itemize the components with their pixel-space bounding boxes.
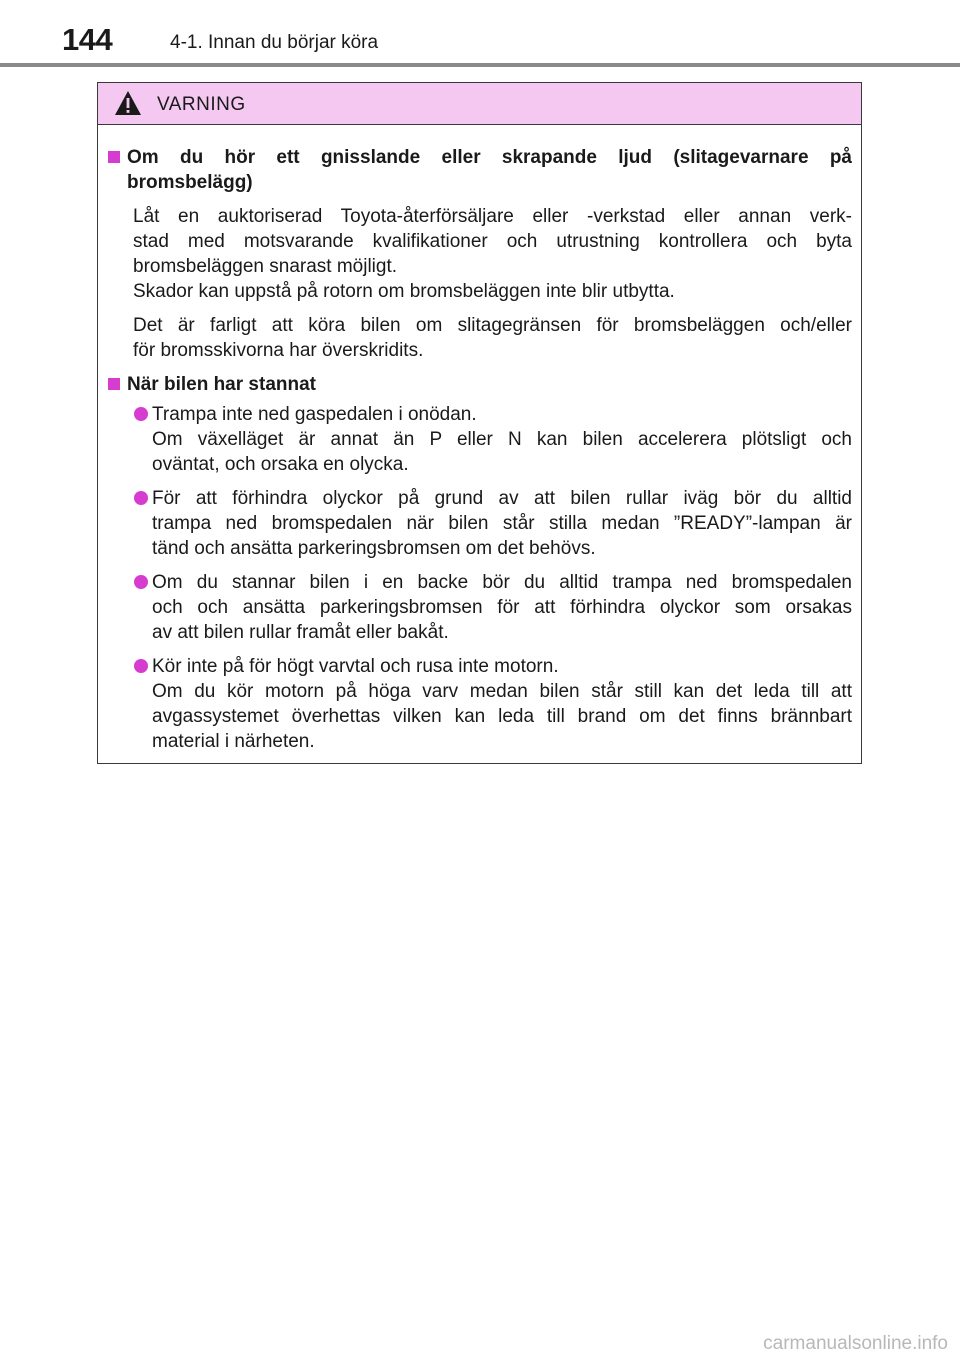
list-item-line: oväntat, och orsaka en olycka.: [152, 454, 409, 475]
list-item-line: material i närheten.: [152, 731, 315, 752]
list-item: [133, 486, 852, 561]
warning-triangle-icon: [114, 90, 142, 116]
warning-label: VARNING: [157, 94, 246, 115]
header-divider: [0, 63, 960, 67]
paragraph: [133, 313, 852, 363]
square-bullet-icon: [108, 151, 120, 163]
list-item-line: avgassystemet överhettas vilken kan leda till brand om det finns brännbart: [152, 706, 852, 727]
list-item-line: Om du kör motorn på höga varv medan bilen står still kan det leda till att: [152, 681, 852, 702]
warning-box: [97, 82, 862, 764]
section-title: 4-1. Innan du börjar köra: [170, 32, 379, 53]
list-item-line: Trampa inte ned gaspedalen i onödan.: [152, 404, 477, 425]
warning-body: [98, 125, 861, 754]
topic-when-stopped: [107, 372, 852, 397]
list-item-line: och och ansätta parkeringsbromsen för att förhindra olyckor som orsakas: [152, 597, 852, 618]
list-item-line: Kör inte på för högt varvtal och rusa inte motorn.: [152, 656, 559, 677]
topic-title-line: Om du hör ett gnisslande eller skrapande ljud (slitagevarnare på: [127, 147, 852, 168]
paragraph-line: Skador kan uppstå på rotorn om bromsbeläggen inte blir utbytta.: [133, 281, 675, 302]
topic-title: När bilen har stannat: [127, 374, 316, 395]
topic-title: [127, 145, 852, 195]
paragraph: [133, 204, 852, 304]
paragraph-line: stad med motsvarande kvalifikationer och utrustning kontrollera och byta: [133, 231, 852, 252]
paragraph-line: bromsbeläggen snarast möjligt.: [133, 256, 398, 277]
paragraph-line: för bromsskivorna har överskridits.: [133, 340, 424, 361]
round-bullet-icon: [134, 659, 148, 673]
list-item: [133, 570, 852, 645]
list-item-line: För att förhindra olyckor på grund av att bilen rullar iväg bör du alltid: [152, 488, 852, 509]
list-item-line: av att bilen rullar framåt eller bakåt.: [152, 622, 449, 643]
round-bullet-icon: [134, 491, 148, 505]
list-item: [133, 654, 852, 754]
round-bullet-icon: [134, 575, 148, 589]
paragraph-line: Det är farligt att köra bilen om slitagegränsen för bromsbeläggen och/eller: [133, 315, 852, 336]
list-item-text: [152, 570, 852, 645]
topic-brake-wear: [107, 145, 852, 195]
topic-title-line: bromsbelägg): [127, 172, 253, 193]
list-item-line: Om växelläget är annat än P eller N kan bilen accelerera plötsligt och: [152, 429, 852, 450]
page-header: [0, 0, 960, 70]
list-item-line: Om du stannar bilen i en backe bör du alltid trampa ned bromspedalen: [152, 572, 852, 593]
square-bullet-icon: [108, 378, 120, 390]
page-number: 144: [62, 22, 113, 57]
warning-header: [98, 83, 861, 125]
watermark: carmanualsonline.info: [763, 1333, 948, 1354]
list-item-line: trampa ned bromspedalen när bilen står stilla medan ”READY”-lampan är: [152, 513, 852, 534]
list-item: [133, 402, 852, 477]
round-bullet-icon: [134, 407, 148, 421]
list-item-text: [152, 402, 852, 477]
paragraph-line: Låt en auktoriserad Toyota-återförsäljare eller -verkstad eller annan verk-: [133, 206, 852, 227]
list-item-text: [152, 654, 852, 754]
list-item-text: [152, 486, 852, 561]
list-item-line: tänd och ansätta parkeringsbromsen om det behövs.: [152, 538, 596, 559]
